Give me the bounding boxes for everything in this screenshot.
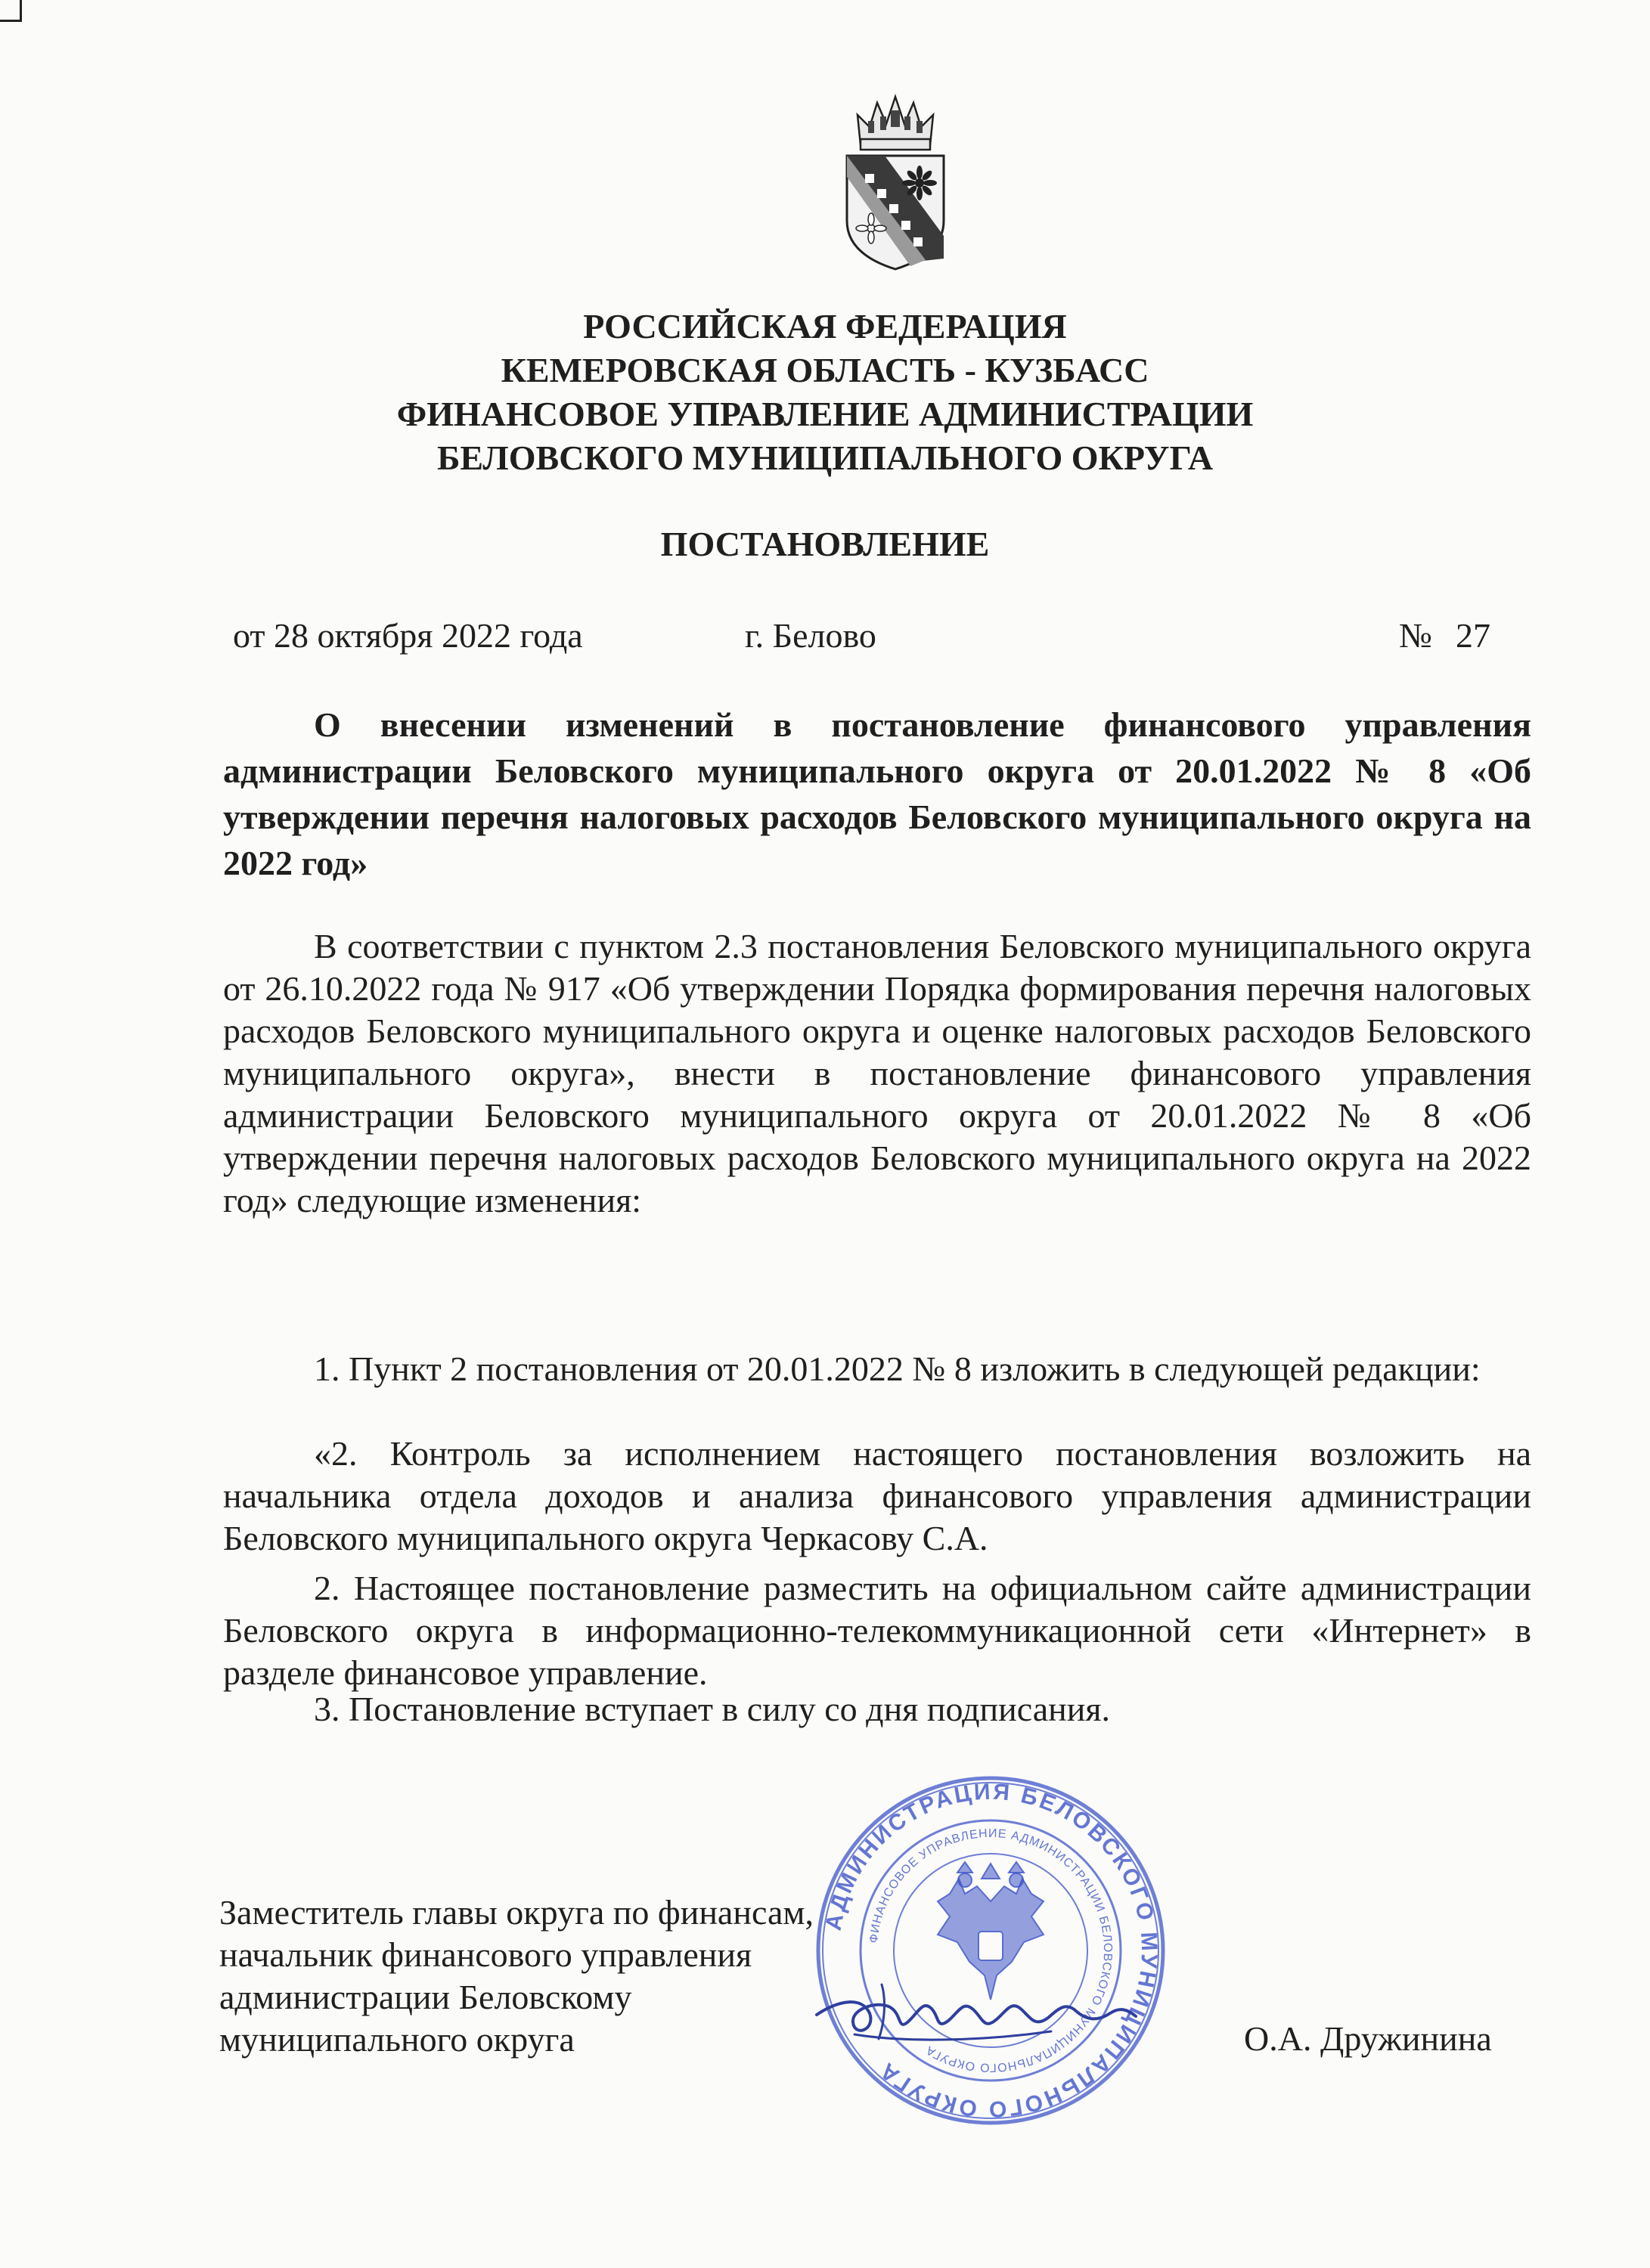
scan-corner-mark — [0, 0, 22, 22]
header-country: РОССИЙСКАЯ ФЕДЕРАЦИЯ — [583, 307, 1067, 345]
header-district: БЕЛОВСКОГО МУНИЦИПАЛЬНОГО ОКРУГА — [436, 438, 1214, 477]
signer-title-line: муниципального округа — [219, 2020, 575, 2059]
item-1-quote-paragraph: «2. Контроль за исполнением настоящего постановления возложить на начальника отдела доходов и анализа финансового управления администрации Беловского муниципального округа Черкасову С.А. — [223, 1434, 1531, 1557]
signer-title-line: начальник финансового управления — [219, 1935, 752, 1974]
document-date: от 28 октября 2022 года — [233, 616, 583, 655]
signer-title-line: Заместитель главы округа по финансам, — [219, 1893, 814, 1932]
coat-of-arms-emblem — [835, 92, 956, 274]
item-3-paragraph: 3. Постановление вступает в силу со дня подписания. — [314, 1690, 1111, 1728]
document-type-title: ПОСТАНОВЛЕНИЕ — [660, 525, 990, 563]
svg-text:ФИНАНСОВОЕ УПРАВЛЕНИЕ АДМИНИСТ: ФИНАНСОВОЕ УПРАВЛЕНИЕ АДМИНИСТРАЦИИ БЕЛОВСКОГО МУНИЦИПАЛЬНОГО ОКРУГА — [867, 1826, 1115, 2074]
document-number: 27 — [1456, 616, 1490, 655]
document-subject: О внесении изменений в постановление финансового управления администрации Беловского муниципального округа от 20.01.2022 № 8 «Об утверждении перечня налоговых расходов Беловского муниципального округа на 2022 год» — [223, 705, 1531, 882]
header-region: КЕМЕРОВСКАЯ ОБЛАСТЬ - КУЗБАСС — [501, 351, 1149, 389]
svg-text:АДМИНИСТРАЦИЯ БЕЛОВСКОГО МУНИЦ: АДМИНИСТРАЦИЯ БЕЛОВСКОГО МУНИЦИПАЛЬНОГО ОКРУГА — [820, 1779, 1162, 2122]
header-authority: ФИНАНСОВОЕ УПРАВЛЕНИЕ АДМИНИСТРАЦИИ — [396, 395, 1254, 433]
signer-title-line: администрации Беловскому — [219, 1978, 632, 2016]
document-city: г. Белово — [745, 616, 876, 655]
document-number-label: № — [1399, 616, 1432, 655]
item-2-paragraph: 2. Настоящее постановление разместить на официальном сайте администрации Беловского округа в информационно-телекоммуникационной сети «Интернет» в разделе финансовое управление. — [223, 1569, 1531, 1692]
official-stamp — [809, 1773, 1172, 2128]
signer-name: О.А. Дружинина — [1244, 2019, 1492, 2058]
intro-paragraph: В соответствии с пунктом 2.3 постановления Беловского муниципального округа от 26.10.2022 года № 917 «Об утверждении Порядка формирования перечня налоговых расходов Беловского муниципального округа и оценке налоговых расходов Беловского муниципального округа», внести в постановление финансового управления администрации Беловского муниципального округа от 20.01.2022 № 8 «Об утверждении перечня налоговых расходов Беловского муниципального округа на 2022 год» следующие изменения: — [223, 927, 1531, 1219]
item-1-paragraph: 1. Пункт 2 постановления от 20.01.2022 № 8 изложить в следующей редакции: — [314, 1349, 1481, 1388]
signer-title-block — [219, 1892, 814, 2061]
